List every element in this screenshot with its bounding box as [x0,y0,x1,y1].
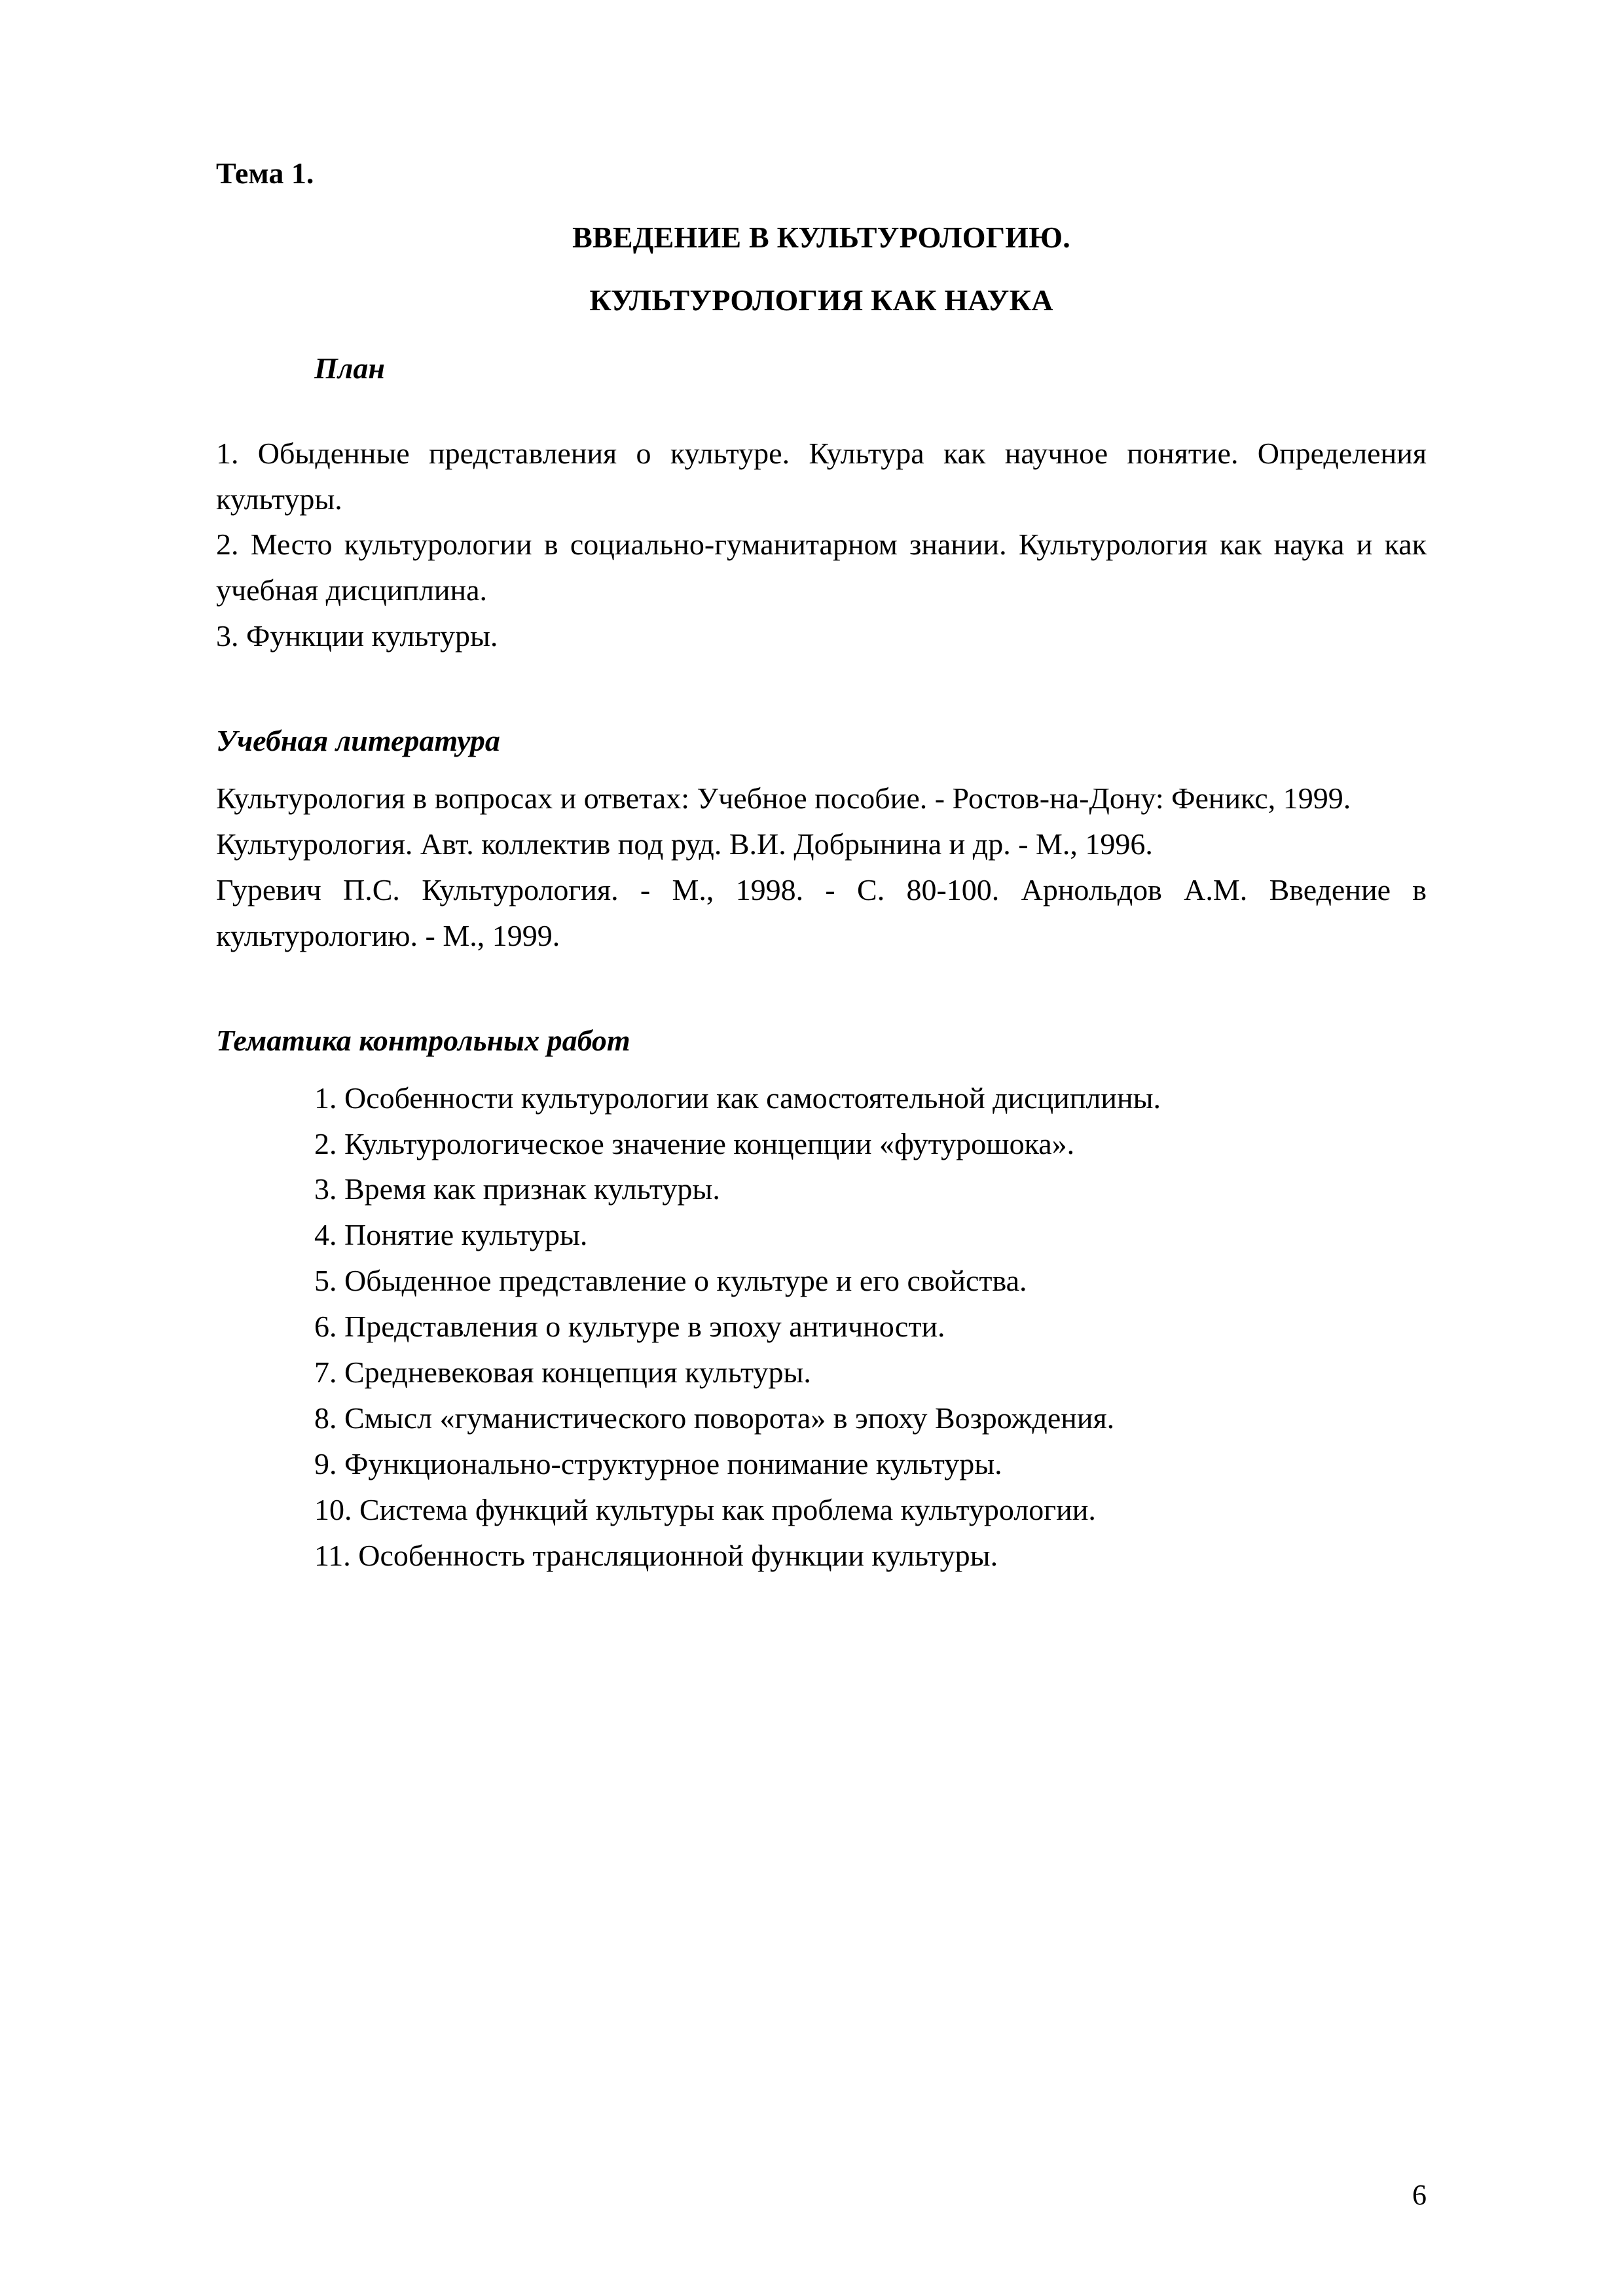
page-number: 6 [1412,2179,1427,2212]
topics-list [216,1075,1427,1579]
plan-heading: План [314,351,385,385]
plan-item: 3. Функции культуры. [216,619,498,653]
literature-heading: Учебная литература [216,724,500,758]
topics-item: 7. Средневековая концепция культуры. [314,1355,811,1390]
spacer [216,959,1427,1018]
literature-item: Культурология. Авт. коллектив под руд. В.И. Добрынина и др. - М., 1996. [216,827,1153,861]
topics-item: 6. Представления о культуре в эпоху античности. [314,1310,945,1344]
topics-item: 5. Обыденное представление о культуре и его свойства. [314,1264,1027,1298]
topic-label: Тема 1. [216,156,314,190]
plan-list [216,431,1427,660]
document-title-line-2: КУЛЬТУРОЛОГИЯ КАК НАУКА [589,283,1053,317]
topics-item: 2. Культурологическое значение концепции «футурошока». [314,1126,1075,1160]
topics-item: 3. Время как признак культуры. [314,1172,720,1206]
spacer [216,659,1427,718]
document-title-line-1: ВВЕДЕНИЕ В КУЛЬТУРОЛОГИЮ. [572,220,1070,254]
literature-item: Культурология в вопросах и ответах: Учебное пособие. - Ростов-на-Дону: Феникс, 1999. [216,781,1351,816]
literature-item: Гуревич П.С. Культурология. - М., 1998. - С. 80-100. Арнольдов А.М. Введение в культурологию. - М., 1999. [216,872,1427,952]
topics-item: 10. Система функций культуры как проблема культурологии. [314,1492,1096,1526]
plan-item: 2. Место культурологии в социально-гуманитарном знании. Культурология как наука и как учебная дисциплина. [216,528,1427,607]
topics-item: 8. Смысл «гуманистического поворота» в эпоху Возрождения. [314,1401,1115,1435]
literature-list [216,776,1427,959]
topics-item: 4. Понятие культуры. [314,1218,588,1252]
plan-item: 1. Обыденные представления о культуре. Культура как научное понятие. Определения культуры. [216,436,1427,516]
topics-item: 11. Особенность трансляционной функции культуры. [314,1538,998,1572]
topics-heading: Тематика контрольных работ [216,1023,630,1057]
topics-item: 1. Особенности культурологии как самостоятельной дисциплины. [314,1081,1161,1115]
topics-item: 9. Функционально-структурное понимание культуры. [314,1446,1002,1480]
